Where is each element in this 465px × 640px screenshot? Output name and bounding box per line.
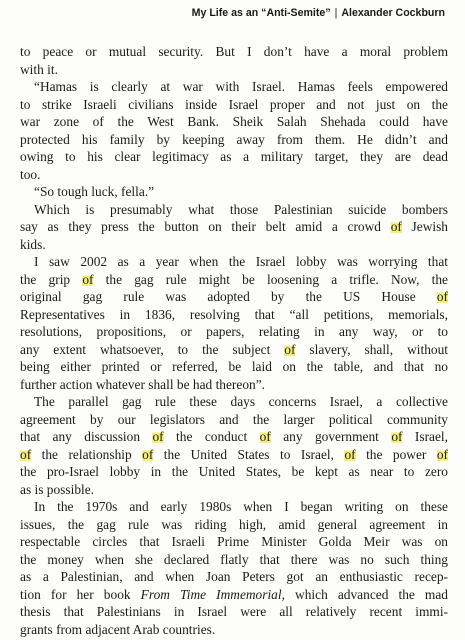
text-segment: Jewish [401,219,448,234]
highlighted-word: of [390,219,402,234]
text-line [20,253,448,271]
text-segment: The parallel gag rule these days concerns Israel, a collective [34,394,448,409]
text-line [20,323,448,341]
text-segment: as a Palestinian, and when Joan Peters got an enthusiastic recep- [20,569,448,584]
text-segment: say as they press the button on their belt amid a crowd [20,219,391,234]
text-segment: grants from adjacent Arab countries. [20,621,216,637]
text-segment: the money when she declared flatly that there was no such thing [20,551,448,567]
text-line [20,428,448,446]
text-segment: protected his family by keeping away from them. He didn’t and [20,131,448,147]
text-line [20,78,448,96]
text-segment: Representatives in 1836, resolving that “all petitions, memorials, [20,306,448,322]
book-title-italic: From Time Immemorial, [140,586,285,602]
text-segment: original gag rule was adopted by the US House [20,289,437,304]
text-segment: as is possible. [20,481,95,497]
text-segment: to strike Israeli civilians inside Israel proper and not just on the [20,96,448,112]
text-segment: thesis that Palestinians in Israel were all relatively recent immi- [20,604,448,619]
text-segment: respectable circles that Israeli Prime Minister Golda Meir was on [20,534,448,549]
highlighted-word: of [344,446,356,462]
text-segment: the pro-Israel lobby in the United States, be kept as near to zero [20,464,448,479]
text-segment: the grip [20,271,83,287]
text-line [20,236,448,254]
text-segment: being either printed or referred, be laid on the table, and that no [20,359,448,374]
text-line [20,533,448,551]
text-line [20,61,448,79]
text-segment: too. [20,166,41,182]
text-segment: “So tough luck, fella.” [34,184,155,199]
text-segment: that any discussion [20,429,153,444]
highlighted-word: of [284,341,296,357]
text-line [20,621,448,639]
text-segment: to peace or mutual security. But I don’t have a moral problem [20,44,448,59]
text-segment: any extent whatsoever, to the subject [20,341,285,357]
text-segment: the United States to Israel, [153,446,345,462]
text-line [20,166,448,184]
highlighted-word: of [436,289,448,304]
highlighted-word: of [142,446,154,462]
text-line [20,481,448,499]
highlighted-word: of [391,429,403,444]
running-header-title: My Life as an “Anti-Semite” [191,7,331,19]
text-segment: owing to his clear legitimacy as a military target, they are dead [20,149,448,164]
text-segment: agreement by our legislators and the larger political community [20,411,448,427]
text-segment: Israel, [402,429,448,444]
text-line [20,551,448,569]
text-segment: slavery, shall, without [295,341,448,357]
text-line [20,183,448,201]
highlighted-word: of [259,429,271,444]
highlighted-word: of [82,271,94,287]
text-line [20,463,448,481]
body-text [20,43,448,638]
text-segment: the relationship [31,446,143,462]
text-segment: I saw 2002 as a year when the Israel lobby was worrying that [34,254,448,269]
text-line [20,271,448,289]
text-line [20,201,448,219]
text-line [20,306,448,324]
text-segment: kids. [20,236,46,252]
text-line [20,393,448,411]
text-segment: any government [270,429,392,444]
text-segment: In the 1970s and early 1980s when I began writing on these [34,499,448,514]
text-line [20,568,448,586]
text-line [20,516,448,534]
text-line [20,498,448,516]
text-line [20,376,448,394]
running-header-separator: | [334,7,338,19]
text-segment: which advanced the mad [284,586,448,602]
running-header [192,7,445,19]
running-header-author: Alexander Cockburn [341,7,445,19]
text-segment: the power [355,446,437,462]
highlighted-word: of [152,429,164,444]
text-segment: with it. [20,61,58,77]
text-segment: war zone of the West Bank. Sheik Salah Shehada could have [20,114,448,129]
text-segment: resolutions, propositions, or papers, relating in any way, or to [20,324,448,339]
text-line [20,43,448,61]
text-line [20,131,448,149]
text-line [20,341,448,359]
highlighted-word: of [436,446,448,462]
text-line [20,358,448,376]
text-segment: tion for her book [20,586,141,602]
text-line [20,148,448,166]
text-segment: “Hamas is clearly at war with Israel. Hamas feels empowered [34,79,448,94]
text-line [20,411,448,429]
text-segment: issues, the gag rule was riding high, amid general agreement in [20,516,448,532]
text-segment: the conduct [163,429,260,444]
text-segment: Which is presumably what those Palestinian suicide bombers [34,201,448,217]
text-segment: further action whatever shall be had thereon”. [20,376,266,392]
text-line [20,586,448,604]
text-line [20,96,448,114]
text-line [20,113,448,131]
highlighted-word: of [20,446,32,462]
text-segment: the gag rule might be loosening a trifle. Now, the [93,271,448,287]
text-line [20,288,448,306]
text-line [20,603,448,621]
text-line [20,446,448,464]
text-line [20,218,448,236]
